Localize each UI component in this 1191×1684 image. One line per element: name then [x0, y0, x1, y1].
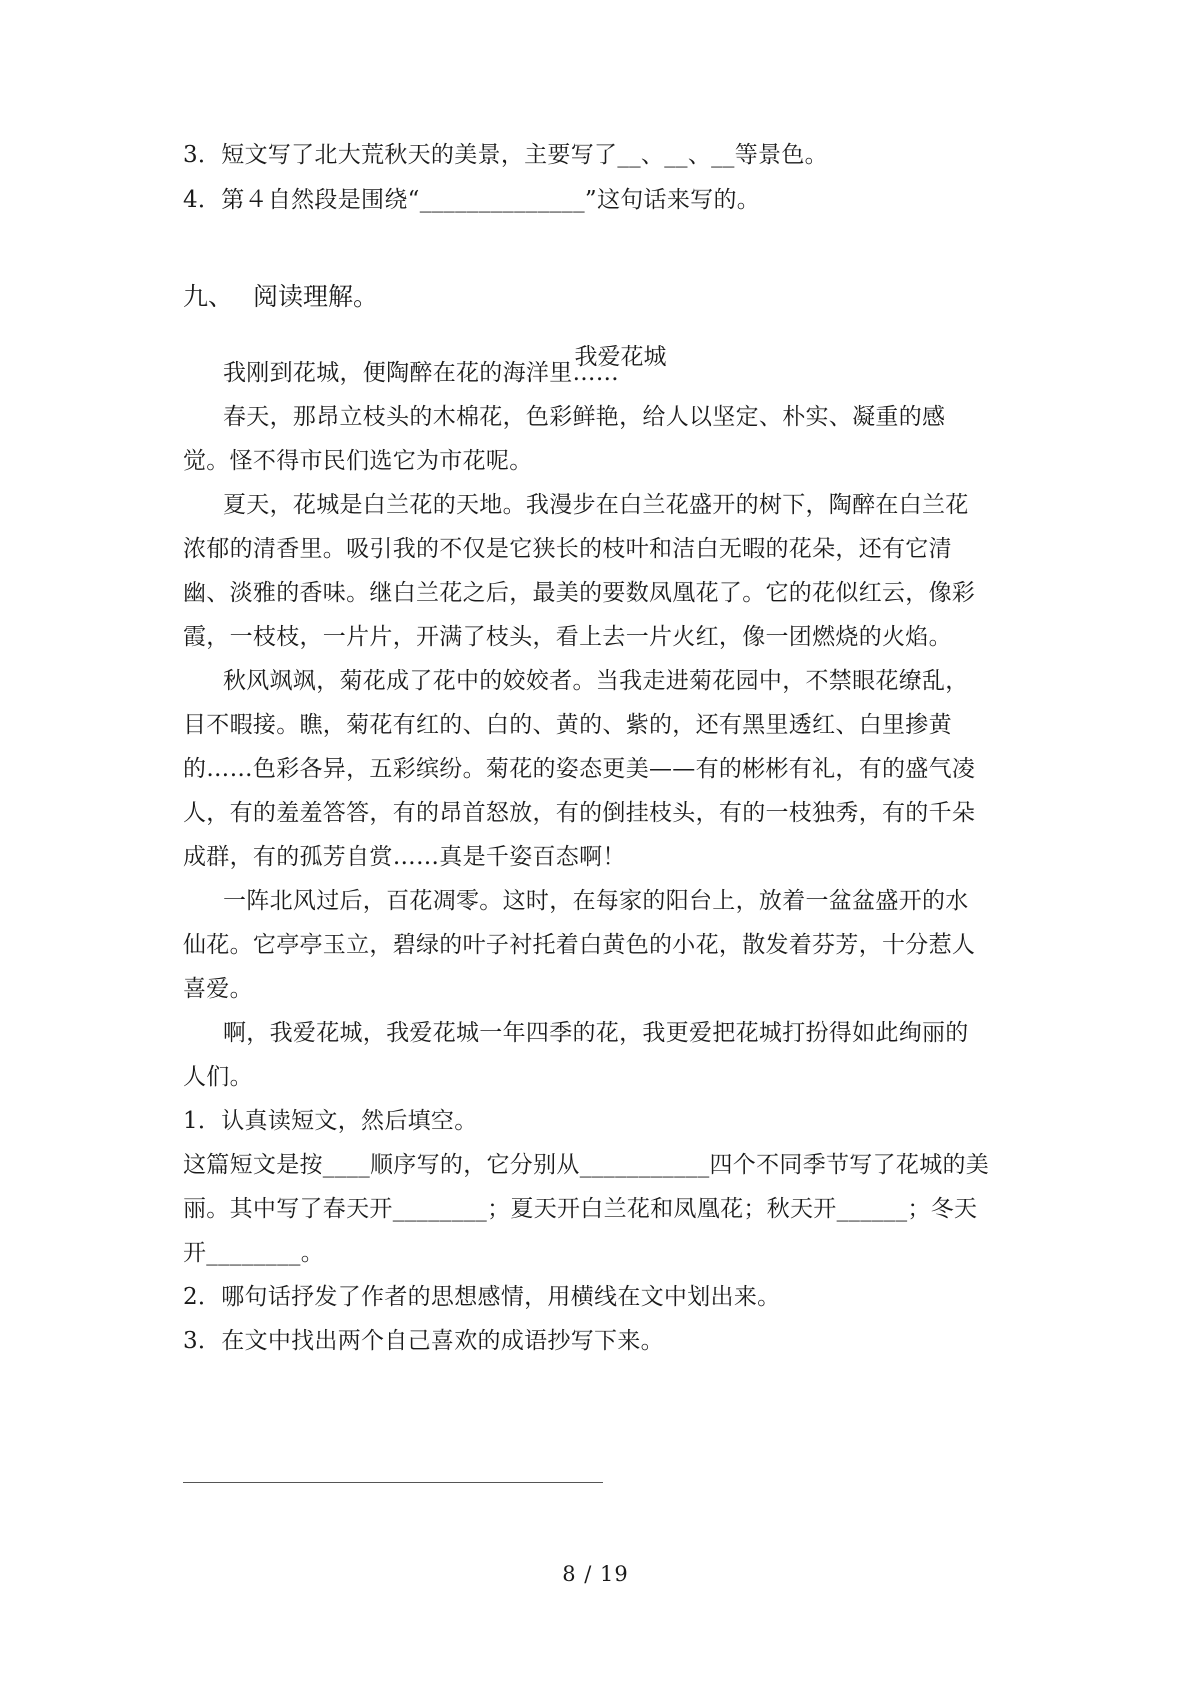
passage-line: 仙花。它亭亭玉立，碧绿的叶子衬托着白黄色的小花，散发着芬芳，十分惹人 — [183, 932, 976, 958]
passage-title: 我爱花城 — [574, 344, 667, 370]
section-heading — [183, 280, 378, 314]
passage-line: 秋风飒飒，菊花成了花中的姣姣者。当我走进菊花园中，不禁眼花缭乱， — [223, 668, 969, 694]
passage-line: 人，有的羞羞答答，有的昂首怒放，有的倒挂枝头，有的一枝独秀，有的千朵 — [183, 800, 976, 826]
passage-line: 浓郁的清香里。吸引我的不仅是它狭长的枝叶和洁白无暇的花朵，还有它清 — [183, 536, 952, 562]
question-line: 1．认真读短文，然后填空。 — [183, 1108, 478, 1134]
question-line: 开________。 — [183, 1240, 324, 1266]
passage-line: 成群，有的孤芳自赏……真是千姿百态啊！ — [183, 844, 626, 870]
passage-line: 人们。 — [183, 1064, 253, 1090]
question-line: 丽。其中写了春天开________；夏天开白兰花和凤凰花；秋天开______；冬天 — [183, 1196, 978, 1222]
passage-line: 夏天，花城是白兰花的天地。我漫步在白兰花盛开的树下，陶醉在白兰花 — [223, 492, 969, 518]
section-title: 阅读理解。 — [253, 282, 379, 311]
passage-line: 一阵北风过后，百花凋零。这时，在每家的阳台上，放着一盆盆盛开的水 — [223, 888, 969, 914]
passage-line: 我刚到花城，便陶醉在花的海洋里…… — [223, 360, 620, 386]
question-4-prev: 4．第４自然段是围绕“______________”这句话来写的。 — [183, 187, 761, 213]
passage-line: 啊，我爱花城，我爱花城一年四季的花，我更爱把花城打扮得如此绚丽的 — [223, 1020, 969, 1046]
passage-line: 的……色彩各异，五彩缤纷。菊花的姿态更美——有的彬彬有礼，有的盛气凌 — [183, 756, 976, 782]
passage-line: 霞，一枝枝，一片片，开满了枝头，看上去一片火红，像一团燃烧的火焰。 — [183, 624, 952, 650]
passage-line: 目不暇接。瞧，菊花有红的、白的、黄的、紫的，还有黑里透红、白里掺黄 — [183, 712, 952, 738]
passage-line: 幽、淡雅的香味。继白兰花之后，最美的要数凤凰花了。它的花似红云，像彩 — [183, 580, 976, 606]
question-line: 3．在文中找出两个自己喜欢的成语抄写下来。 — [183, 1328, 664, 1354]
answer-blank-line[interactable] — [183, 1482, 603, 1483]
passage-line: 春天，那昂立枝头的木棉花，色彩鲜艳，给人以坚定、朴实、凝重的感 — [223, 404, 946, 430]
question-line: 2．哪句话抒发了作者的思想感情，用横线在文中划出来。 — [183, 1284, 781, 1310]
question-line: 这篇短文是按____顺序写的，它分别从___________四个不同季节写了花城的美 — [183, 1152, 990, 1178]
section-number: 九、 — [183, 282, 234, 311]
page-number: 8 / 19 — [562, 1562, 629, 1586]
passage-line: 喜爱。 — [183, 976, 253, 1002]
question-3-prev: 3．短文写了北大荒秋天的美景，主要写了__、__、__等景色。 — [183, 142, 828, 168]
passage-line: 觉。怪不得市民们选它为市花呢。 — [183, 448, 533, 474]
